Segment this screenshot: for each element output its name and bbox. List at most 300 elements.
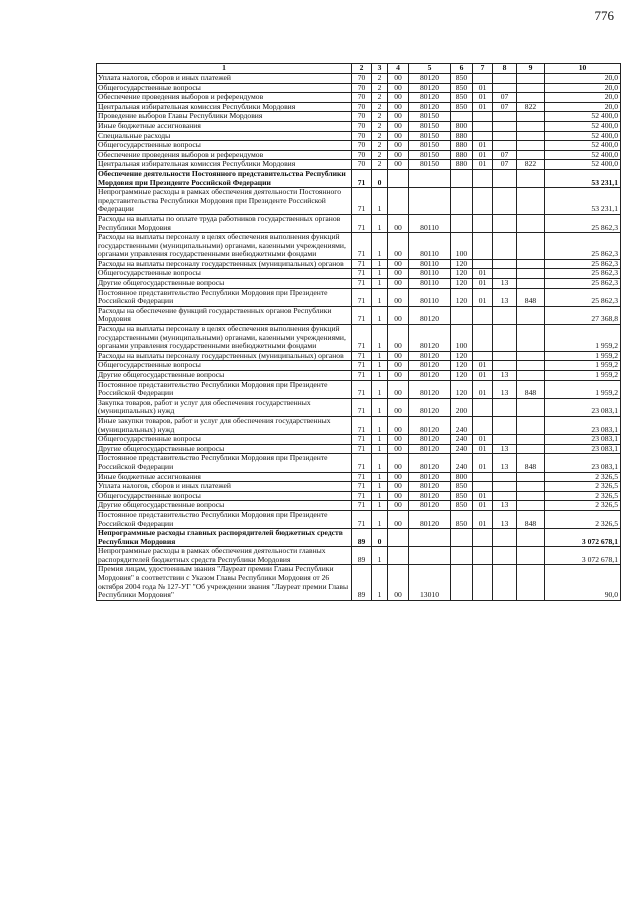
code-cell: 00 (388, 121, 409, 131)
table-row (97, 141, 621, 151)
code-cell: 2 (372, 112, 388, 122)
code-cell: 1 (372, 416, 388, 434)
item-name: Общегосударственные вопросы (97, 491, 352, 501)
item-name: Обеспечение проведения выборов и референдумов (97, 93, 352, 103)
amount-cell: 52 400,0 (545, 131, 621, 141)
code-cell (517, 565, 545, 600)
table-row (97, 83, 621, 93)
code-cell: 71 (352, 361, 372, 371)
item-name: Специальные расходы (97, 131, 352, 141)
code-cell: 70 (352, 112, 372, 122)
code-cell: 1 (372, 510, 388, 528)
table-row (97, 150, 621, 160)
code-cell: 80120 (409, 435, 451, 445)
table-row (97, 444, 621, 454)
code-cell: 80120 (409, 102, 451, 112)
code-cell: 89 (352, 529, 372, 547)
code-cell (517, 121, 545, 131)
code-cell (473, 121, 493, 131)
code-cell: 00 (388, 398, 409, 416)
code-cell: 00 (388, 279, 409, 289)
code-cell: 0 (372, 529, 388, 547)
item-name: Общегосударственные вопросы (97, 269, 352, 279)
code-cell (517, 398, 545, 416)
code-cell (473, 398, 493, 416)
item-name: Расходы на выплаты по оплате труда работников государственных органов Республики Мордовия (97, 214, 352, 232)
code-cell: 07 (493, 93, 517, 103)
table-row (97, 233, 621, 260)
code-cell (493, 121, 517, 131)
table-row (97, 472, 621, 482)
code-cell: 1 (372, 491, 388, 501)
code-cell: 00 (388, 83, 409, 93)
code-cell: 2 (372, 160, 388, 170)
code-cell: 1 (372, 288, 388, 306)
table-row (97, 435, 621, 445)
code-cell: 800 (451, 121, 473, 131)
code-cell: 80120 (409, 371, 451, 381)
table-row (97, 169, 621, 187)
amount-cell: 1 959,2 (545, 351, 621, 361)
code-cell: 120 (451, 269, 473, 279)
code-cell: 71 (352, 371, 372, 381)
table-row (97, 482, 621, 492)
code-cell: 01 (473, 435, 493, 445)
code-cell (473, 416, 493, 434)
column-header: 1 (97, 64, 352, 74)
amount-cell: 25 862,3 (545, 233, 621, 260)
code-cell (517, 482, 545, 492)
amount-cell: 3 072 678,1 (545, 547, 621, 565)
amount-cell: 3 072 678,1 (545, 529, 621, 547)
item-name: Постоянное представительство Республики Мордовия при Президенте Российской Федерации (97, 510, 352, 528)
code-cell: 71 (352, 510, 372, 528)
code-cell: 01 (473, 83, 493, 93)
code-cell: 01 (473, 510, 493, 528)
code-cell (517, 83, 545, 93)
code-cell: 00 (388, 351, 409, 361)
code-cell: 1 (372, 472, 388, 482)
code-cell: 1 (372, 398, 388, 416)
code-cell (493, 491, 517, 501)
code-cell: 71 (352, 169, 372, 187)
item-name: Общегосударственные вопросы (97, 361, 352, 371)
code-cell: 70 (352, 83, 372, 93)
code-cell: 01 (473, 102, 493, 112)
table-body (97, 74, 621, 601)
code-cell: 850 (451, 83, 473, 93)
code-cell: 70 (352, 150, 372, 160)
code-cell: 01 (473, 371, 493, 381)
code-cell (517, 141, 545, 151)
item-name: Постоянное представительство Республики Мордовия при Президенте Российской Федерации (97, 380, 352, 398)
code-cell (451, 169, 473, 187)
item-name: Уплата налогов, сборов и иных платежей (97, 74, 352, 84)
amount-cell: 20,0 (545, 83, 621, 93)
item-name: Иные закупки товаров, работ и услуг для обеспечения государственных (муниципальных) нужд (97, 416, 352, 434)
code-cell: 07 (493, 102, 517, 112)
code-cell: 70 (352, 74, 372, 84)
code-cell: 2 (372, 121, 388, 131)
table-row (97, 121, 621, 131)
item-name: Расходы на выплаты персоналу в целях обеспечения выполнения функций государственными (муниципальными) органами, казенными учреждениями, органами управления государственными внебюджетными фондами (97, 233, 352, 260)
code-cell (517, 472, 545, 482)
code-cell (493, 529, 517, 547)
code-cell (493, 306, 517, 324)
column-header: 4 (388, 64, 409, 74)
amount-cell: 27 368,8 (545, 306, 621, 324)
code-cell (517, 188, 545, 215)
code-cell (517, 93, 545, 103)
code-cell: 800 (451, 472, 473, 482)
code-cell: 2 (372, 131, 388, 141)
table-row (97, 565, 621, 600)
amount-cell: 20,0 (545, 93, 621, 103)
amount-cell: 52 400,0 (545, 160, 621, 170)
code-cell: 1 (372, 306, 388, 324)
code-cell (517, 214, 545, 232)
code-cell: 00 (388, 380, 409, 398)
code-cell: 120 (451, 371, 473, 381)
item-name: Другие общегосударственные вопросы (97, 501, 352, 511)
item-name: Непрограммные расходы в рамках обеспечения деятельности главных распорядителей бюджетных средств Республики Мордовия (97, 547, 352, 565)
code-cell (473, 482, 493, 492)
code-cell (493, 169, 517, 187)
code-cell: 80120 (409, 93, 451, 103)
code-cell: 71 (352, 279, 372, 289)
code-cell: 13010 (409, 565, 451, 600)
item-name: Премия лицам, удостоенным звания "Лауреат премии Главы Республики Мордовия" в соответствии с Указом Главы Республики Мордовия от 26 октября 2004 года № 127-УГ "Об учреждении звания "Лауреат премии Главы Республики Мордовия" (97, 565, 352, 600)
code-cell (517, 259, 545, 269)
code-cell: 850 (451, 102, 473, 112)
code-cell: 2 (372, 83, 388, 93)
amount-cell: 1 959,2 (545, 380, 621, 398)
code-cell (493, 214, 517, 232)
code-cell (473, 112, 493, 122)
code-cell: 00 (388, 112, 409, 122)
amount-cell: 20,0 (545, 102, 621, 112)
code-cell: 71 (352, 491, 372, 501)
code-cell: 00 (388, 361, 409, 371)
column-header: 2 (352, 64, 372, 74)
code-cell (517, 325, 545, 352)
code-cell: 00 (388, 74, 409, 84)
code-cell (451, 112, 473, 122)
item-name: Центральная избирательная комиссия Республики Мордовия (97, 160, 352, 170)
code-cell: 1 (372, 501, 388, 511)
item-name: Расходы на выплаты персоналу государственных (муниципальных) органов (97, 259, 352, 269)
item-name: Постоянное представительство Республики Мордовия при Президенте Российской Федерации (97, 288, 352, 306)
code-cell (517, 501, 545, 511)
code-cell: 00 (388, 501, 409, 511)
column-header: 9 (517, 64, 545, 74)
item-name: Обеспечение проведения выборов и референдумов (97, 150, 352, 160)
code-cell: 71 (352, 188, 372, 215)
code-cell: 00 (388, 371, 409, 381)
code-cell (517, 269, 545, 279)
code-cell: 70 (352, 93, 372, 103)
table-row (97, 501, 621, 511)
code-cell: 00 (388, 306, 409, 324)
code-cell: 850 (451, 501, 473, 511)
code-cell (493, 83, 517, 93)
code-cell (473, 214, 493, 232)
amount-cell: 2 326,5 (545, 501, 621, 511)
code-cell (473, 351, 493, 361)
code-cell: 01 (473, 454, 493, 472)
code-cell: 00 (388, 454, 409, 472)
code-cell: 1 (372, 547, 388, 565)
code-cell: 0 (372, 169, 388, 187)
code-cell: 1 (372, 279, 388, 289)
amount-cell: 52 400,0 (545, 150, 621, 160)
code-cell: 1 (372, 435, 388, 445)
code-cell (388, 529, 409, 547)
code-cell: 01 (473, 279, 493, 289)
code-cell (473, 169, 493, 187)
code-cell: 01 (473, 491, 493, 501)
table-row (97, 214, 621, 232)
code-cell: 01 (473, 501, 493, 511)
code-cell (473, 131, 493, 141)
table-row (97, 491, 621, 501)
item-name: Расходы на выплаты персоналу в целях обеспечения выполнения функций государственными (муниципальными) органами, казенными учреждениями, органами управления государственными внебюджетными фондами (97, 325, 352, 352)
item-name: Общегосударственные вопросы (97, 141, 352, 151)
code-cell: 00 (388, 150, 409, 160)
code-cell: 1 (372, 371, 388, 381)
code-cell: 2 (372, 93, 388, 103)
code-cell (473, 565, 493, 600)
code-cell (451, 214, 473, 232)
code-cell: 71 (352, 482, 372, 492)
amount-cell: 53 231,1 (545, 188, 621, 215)
code-cell: 80110 (409, 279, 451, 289)
amount-cell: 23 083,1 (545, 398, 621, 416)
item-name: Расходы на обеспечение функций государственных органов Республики Мордовия (97, 306, 352, 324)
code-cell (388, 188, 409, 215)
code-cell: 822 (517, 160, 545, 170)
amount-cell: 1 959,2 (545, 361, 621, 371)
code-cell: 80150 (409, 112, 451, 122)
code-cell (451, 188, 473, 215)
code-cell: 01 (473, 361, 493, 371)
code-cell: 00 (388, 565, 409, 600)
code-cell: 80120 (409, 510, 451, 528)
item-name: Иные бюджетные ассигнования (97, 121, 352, 131)
code-cell: 1 (372, 565, 388, 600)
code-cell: 00 (388, 444, 409, 454)
item-name: Уплата налогов, сборов и иных платежей (97, 482, 352, 492)
code-cell (493, 188, 517, 215)
code-cell: 00 (388, 472, 409, 482)
code-cell (517, 529, 545, 547)
code-cell: 07 (493, 160, 517, 170)
code-cell (517, 547, 545, 565)
item-name: Другие общегосударственные вопросы (97, 444, 352, 454)
code-cell: 80120 (409, 83, 451, 93)
code-cell (517, 416, 545, 434)
code-cell: 880 (451, 131, 473, 141)
code-cell: 120 (451, 351, 473, 361)
code-cell: 80120 (409, 472, 451, 482)
code-cell: 70 (352, 160, 372, 170)
code-cell (473, 233, 493, 260)
amount-cell: 25 862,3 (545, 279, 621, 289)
code-cell: 71 (352, 416, 372, 434)
code-cell: 80110 (409, 214, 451, 232)
code-cell (493, 269, 517, 279)
code-cell (517, 306, 545, 324)
code-cell (517, 131, 545, 141)
code-cell: 00 (388, 131, 409, 141)
code-cell: 70 (352, 141, 372, 151)
code-cell: 71 (352, 380, 372, 398)
code-cell: 2 (372, 74, 388, 84)
code-cell: 1 (372, 351, 388, 361)
code-cell: 80110 (409, 259, 451, 269)
amount-cell: 52 400,0 (545, 121, 621, 131)
code-cell: 240 (451, 454, 473, 472)
code-cell: 71 (352, 214, 372, 232)
code-cell: 00 (388, 214, 409, 232)
code-cell: 01 (473, 160, 493, 170)
code-cell: 120 (451, 288, 473, 306)
code-cell: 01 (473, 269, 493, 279)
code-cell: 80120 (409, 380, 451, 398)
item-name: Общегосударственные вопросы (97, 83, 352, 93)
code-cell: 71 (352, 259, 372, 269)
budget-table (96, 63, 621, 601)
code-cell: 13 (493, 510, 517, 528)
table-row (97, 259, 621, 269)
code-cell: 89 (352, 565, 372, 600)
table-row (97, 74, 621, 84)
code-cell: 100 (451, 325, 473, 352)
code-cell: 120 (451, 380, 473, 398)
code-cell: 00 (388, 269, 409, 279)
code-cell: 13 (493, 501, 517, 511)
code-cell (493, 74, 517, 84)
column-header: 6 (451, 64, 473, 74)
code-cell: 70 (352, 131, 372, 141)
amount-cell: 2 326,5 (545, 491, 621, 501)
code-cell: 80120 (409, 74, 451, 84)
table-row (97, 547, 621, 565)
code-cell (493, 131, 517, 141)
code-cell (493, 325, 517, 352)
item-name: Другие общегосударственные вопросы (97, 371, 352, 381)
table-row (97, 188, 621, 215)
amount-cell: 23 083,1 (545, 444, 621, 454)
code-cell (388, 547, 409, 565)
code-cell (493, 472, 517, 482)
code-cell: 80120 (409, 325, 451, 352)
code-cell (517, 279, 545, 289)
code-cell (493, 482, 517, 492)
code-cell: 80150 (409, 141, 451, 151)
code-cell: 1 (372, 233, 388, 260)
column-header: 8 (493, 64, 517, 74)
code-cell: 01 (473, 150, 493, 160)
code-cell: 1 (372, 214, 388, 232)
code-cell: 00 (388, 233, 409, 260)
code-cell: 80150 (409, 150, 451, 160)
code-cell: 2 (372, 150, 388, 160)
amount-cell: 25 862,3 (545, 214, 621, 232)
page-number: 776 (594, 8, 614, 23)
amount-cell: 20,0 (545, 74, 621, 84)
code-cell (409, 188, 451, 215)
table-row (97, 510, 621, 528)
code-cell: 71 (352, 325, 372, 352)
table-row (97, 380, 621, 398)
code-cell (517, 491, 545, 501)
code-cell: 80120 (409, 361, 451, 371)
code-cell: 00 (388, 288, 409, 306)
code-cell: 80110 (409, 233, 451, 260)
code-cell: 71 (352, 351, 372, 361)
code-cell: 71 (352, 306, 372, 324)
table-row (97, 416, 621, 434)
code-cell (473, 547, 493, 565)
code-cell (493, 435, 517, 445)
code-cell (473, 325, 493, 352)
table-row (97, 398, 621, 416)
code-cell: 850 (451, 491, 473, 501)
code-cell: 00 (388, 482, 409, 492)
code-cell (473, 188, 493, 215)
code-cell: 848 (517, 380, 545, 398)
code-cell: 1 (372, 259, 388, 269)
code-cell: 80120 (409, 398, 451, 416)
code-cell (451, 306, 473, 324)
code-cell (409, 169, 451, 187)
column-header: 7 (473, 64, 493, 74)
code-cell: 00 (388, 491, 409, 501)
code-cell (409, 547, 451, 565)
amount-cell: 1 959,2 (545, 371, 621, 381)
code-cell: 120 (451, 361, 473, 371)
code-cell (517, 351, 545, 361)
code-cell: 71 (352, 233, 372, 260)
code-cell: 120 (451, 279, 473, 289)
table-row (97, 112, 621, 122)
code-cell: 850 (451, 93, 473, 103)
code-cell: 13 (493, 380, 517, 398)
code-cell: 13 (493, 454, 517, 472)
code-cell: 1 (372, 269, 388, 279)
code-cell: 70 (352, 121, 372, 131)
code-cell (517, 371, 545, 381)
item-name: Непрограммные расходы главных распорядителей бюджетных средств Республики Мордовия (97, 529, 352, 547)
code-cell: 2 (372, 141, 388, 151)
code-cell: 00 (388, 325, 409, 352)
amount-cell: 1 959,2 (545, 325, 621, 352)
code-cell: 00 (388, 435, 409, 445)
amount-cell: 2 326,5 (545, 482, 621, 492)
code-cell: 80110 (409, 269, 451, 279)
code-cell: 70 (352, 102, 372, 112)
item-name: Расходы на выплаты персоналу государственных (муниципальных) органов (97, 351, 352, 361)
code-cell: 00 (388, 102, 409, 112)
amount-cell: 52 400,0 (545, 112, 621, 122)
code-cell: 07 (493, 150, 517, 160)
code-cell: 80120 (409, 306, 451, 324)
column-header: 3 (372, 64, 388, 74)
item-name: Закупка товаров, работ и услуг для обеспечения государственных (муниципальных) нужд (97, 398, 352, 416)
amount-cell: 23 083,1 (545, 454, 621, 472)
code-cell: 01 (473, 141, 493, 151)
